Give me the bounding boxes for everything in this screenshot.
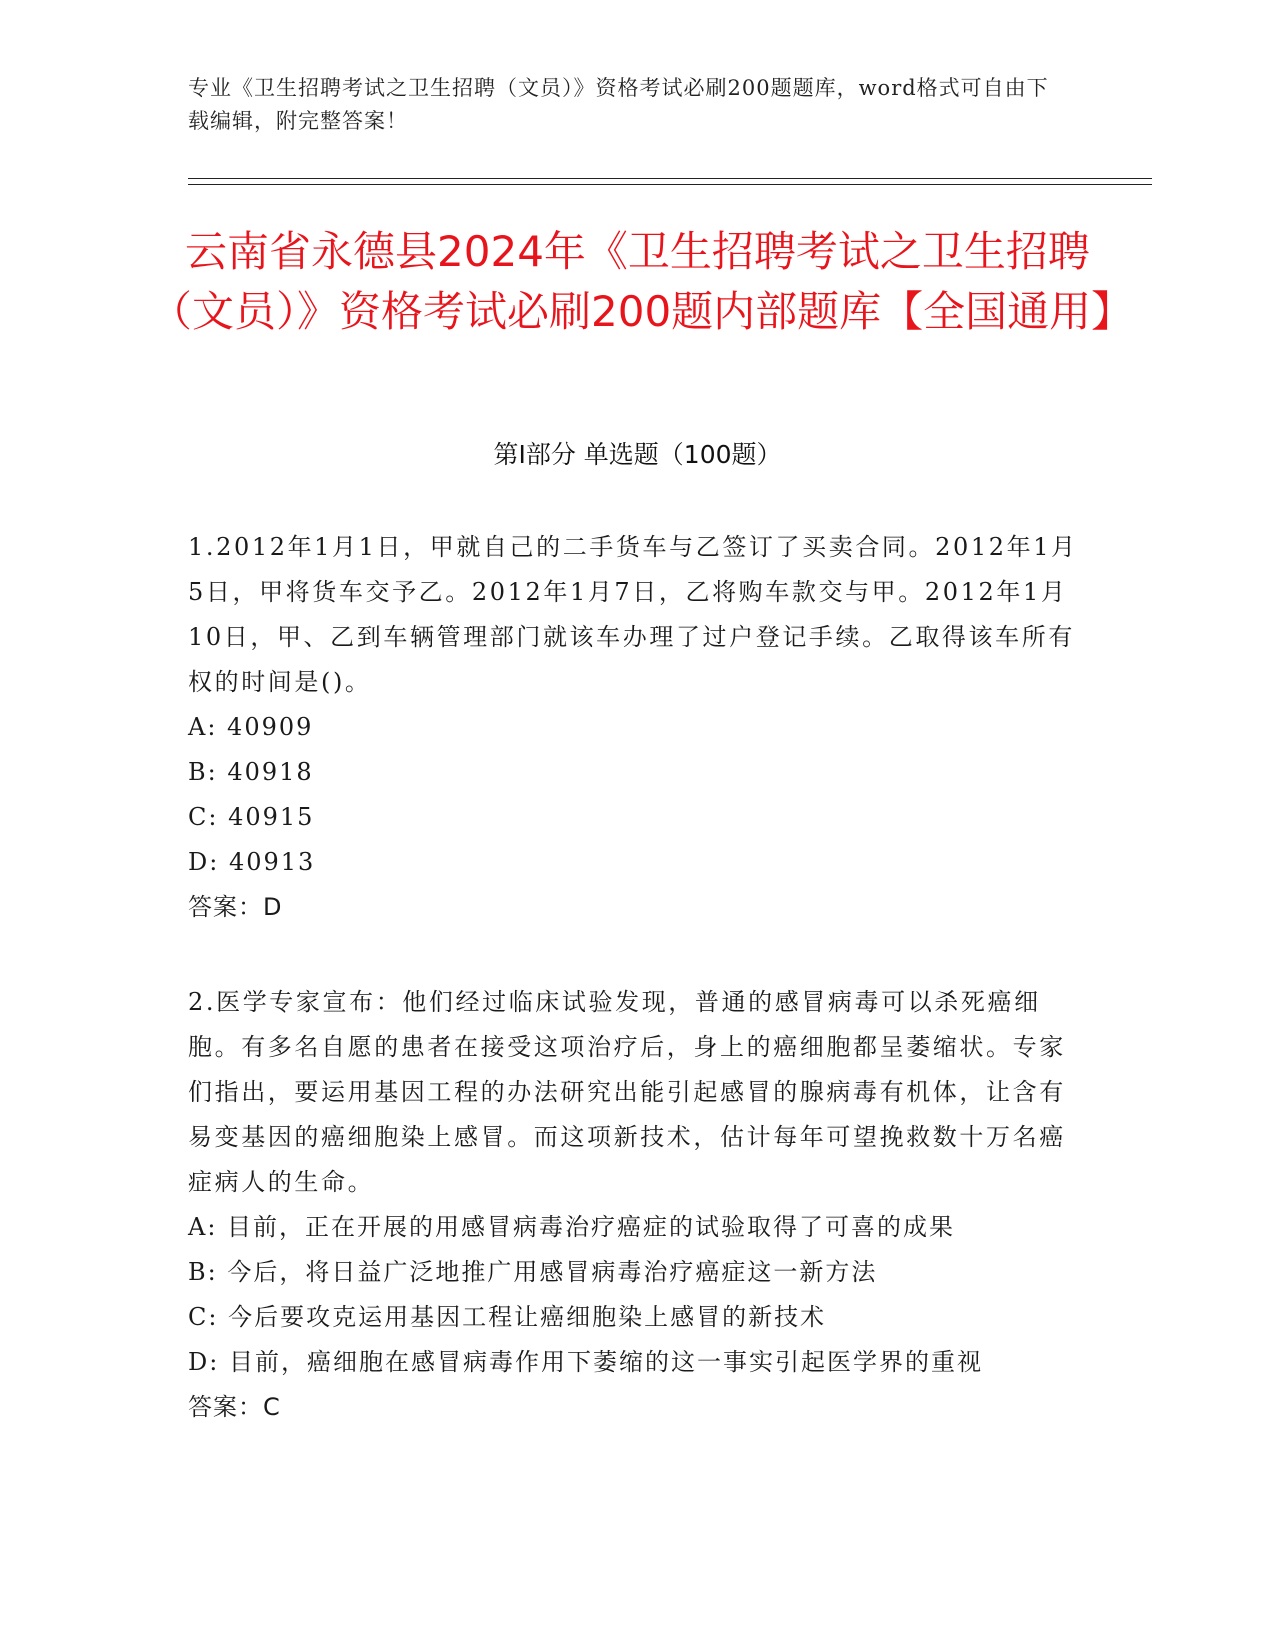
header-divider-bottom [188, 184, 1152, 185]
answer-line: 答案：D [188, 893, 283, 921]
header-divider-top [188, 178, 1152, 179]
option-d: D: 40913 [188, 848, 316, 876]
question-stem: 2.医学专家宣布：他们经过临床试验发现，普通的感冒病毒可以杀死癌细胞。有多名自愿的患者在接受这项治疗后，身上的癌细胞都呈萎缩状。专家们指出，要运用基因工程的办法研究出能引起感冒的腺病毒有机体，让含有易变基因的癌细胞染上感冒。而这项新技术，估计每年可望挽救数十万名癌症病人的生命。 [188, 988, 1066, 1196]
answer-line: 答案：C [188, 1393, 281, 1421]
document-title: 云南省永德县2024年《卫生招聘考试之卫生招聘（文员）》资格考试必刷200题内部题库【全国通用】 [150, 227, 1134, 336]
option-d: D: 目前，癌细胞在感冒病毒作用下萎缩的这一事实引起医学界的重视 [188, 1348, 983, 1376]
question-1 [188, 525, 1088, 930]
question-stem: 1.2012年1月1日，甲就自己的二手货车与乙签订了买卖合同。2012年1月5日，甲将货车交予乙。2012年1月7日，乙将购车款交与甲。2012年1月10日，甲、乙到车辆管理部门就该车办理了过户登记手续。乙取得该车所有权的时间是()。 [188, 533, 1078, 696]
option-c: C: 今后要攻克运用基因工程让癌细胞染上感冒的新技术 [188, 1303, 827, 1331]
question-2 [188, 980, 1088, 1430]
option-b: B: 40918 [188, 758, 314, 786]
option-c: C: 40915 [188, 803, 315, 831]
option-a: A: 40909 [188, 713, 314, 741]
option-a: A: 目前，正在开展的用感冒病毒治疗癌症的试验取得了可喜的成果 [188, 1213, 956, 1241]
section-heading: 第I部分 单选题（100题） [493, 440, 782, 469]
option-b: B: 今后，将日益广泛地推广用感冒病毒治疗癌症这一新方法 [188, 1258, 878, 1286]
header-note: 专业《卫生招聘考试之卫生招聘（文员）》资格考试必刷200题题库，word格式可自由下载编辑，附完整答案！ [188, 76, 1049, 133]
